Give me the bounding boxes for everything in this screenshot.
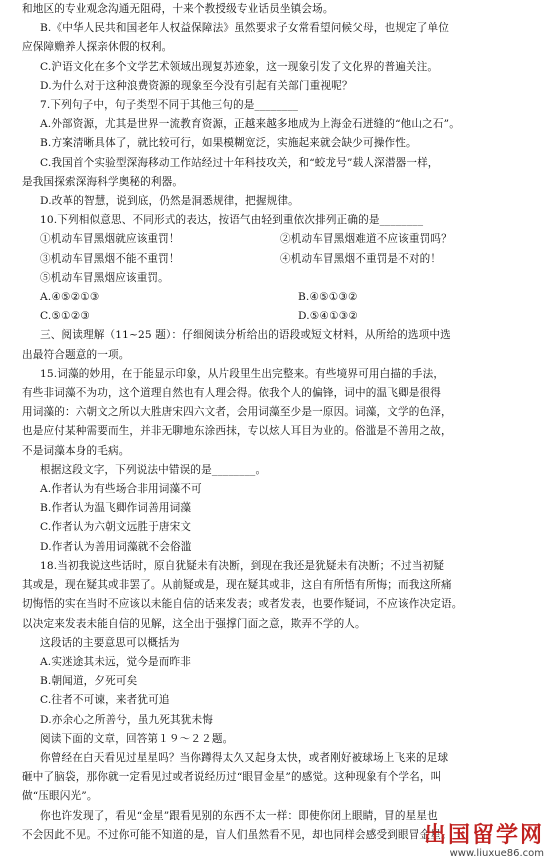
- text-line: 砸中了脑袋，那你就一定看见过或者说经历过“眼冒金星”的感觉。这种现象有个学名，叫: [22, 771, 442, 784]
- option-a: A.作者认为有些场合非用词藻不可: [40, 483, 202, 496]
- option-b: B.④⑤①③②: [298, 291, 358, 304]
- option-row: [22, 307, 532, 326]
- statement-1: ①机动车冒黑烟就应该重罚！: [40, 233, 180, 246]
- statement-3: ③机动车冒黑烟不能不重罚！: [40, 252, 180, 265]
- article-paragraph: 你曾经在白天看见过星星吗？当你蹲得太久又起身太快，或者刚好被球场上飞来的足球: [40, 751, 449, 764]
- choice-pair: [22, 230, 532, 249]
- statement-4: ④机动车冒黑烟不重罚是不对的！: [280, 252, 442, 265]
- text-line: 不是词藻本身的毛病。: [22, 444, 130, 457]
- option-c: C.往者不可谏，来者犹可追: [40, 694, 170, 707]
- text-line: 也是应付某种需要而生，并非无聊地东涂西抹，专以炫人耳目为业的。俗滥是不善用之故，: [22, 425, 452, 438]
- option-c: C.⑤①②③: [40, 310, 90, 323]
- watermark-title: 出国留学网: [423, 823, 544, 848]
- text-line: 做“压眼闪光”。: [22, 790, 98, 803]
- question-18-stem: 这段话的主要意思可以概括为: [40, 636, 180, 649]
- question-18-passage: 18.当初我说这些话时，原自犹疑未有决断，到现在我还是犹疑未有决断；不过当初疑: [40, 559, 445, 572]
- text-line: B.《中华人民共和国老年人权益保障法》虽然要求子女常看望问候父母，也规定了单位: [40, 22, 449, 35]
- section-heading: 三、阅读理解（11~25 题）：仔细阅读分析给出的语段或短文材料，从所给的选项中选: [40, 329, 451, 342]
- text-line: 和地区的专业观念沟通无阻碍，十来个教授级专业话员坐镇会场。: [22, 3, 334, 15]
- text-line: 出最符合题意的一项。: [22, 348, 130, 361]
- option-d: D.⑤④①③②: [298, 310, 359, 323]
- text-line: C.沪语文化在多个文学艺术领域出现复苏迹象，这一现象引发了文化界的普遍关注。: [40, 60, 439, 73]
- text-line: 其或是，现在疑其或非罢了。从前疑或是，现在疑其或非，这自有所悟有所悔；而我这所痛: [22, 579, 452, 592]
- reading-instruction: 阅读下面的文章，回答第１９～２２题。: [40, 732, 234, 745]
- article-paragraph: 你也许发现了，看见“金星”跟看见别的东西不太一样：即使你闭上眼睛，冒的星星也: [40, 809, 438, 822]
- text-line: 不会因此不见。不过你可能不知道的是，盲人们虽然看不见，却也同样会感受到眼冒金星。: [22, 828, 452, 841]
- option-b: B.作者认为温飞卿作词善用词藻: [40, 502, 192, 515]
- option-d: D.亦余心之所善兮，虽九死其犹未悔: [40, 713, 213, 726]
- text-line: D.为什么对于这种浪费资源的现象至今没有引起有关部门重视呢？: [40, 79, 353, 92]
- watermark-url: www.liuxue86.com: [449, 848, 544, 859]
- text-line: 用词藻的：六朝文之所以大胜唐宋四六文者，会用词藻至少是一原因。词藻，文学的色泽，: [22, 406, 452, 419]
- question-15-passage: 15.词藻的妙用，在于能显示印象，从片段里生出完整来。有些境界可用白描的手法，: [40, 367, 445, 380]
- statement-2: ②机动车冒黑烟难道不应该重罚吗？: [280, 233, 452, 246]
- option-row: [22, 288, 532, 307]
- text-line: 有些非词藻不为功，这个道理自然也有人理会得。依我个人的偏锋，词中的温飞卿是很得: [22, 387, 442, 400]
- option-b: B.朝闻道，夕死可矣: [40, 675, 138, 688]
- question-10-stem: 10.下列相似意思、不同形式的表达，按语气由轻到重依次排列正确的是________: [40, 214, 424, 227]
- choice-pair: [22, 250, 532, 269]
- text-line: 以决定来发表未能自信的见解，这全出于强撑门面之意，欺弄不学的人。: [22, 617, 366, 630]
- text-line: A.外部资源，尤其是世界一流教育资源，正越来越多地成为上海金石迸缝的“他山之石”。: [40, 118, 460, 131]
- option-c: C.作者认为六朝文远胜于唐宋文: [40, 521, 192, 534]
- text-line: B.方案清晰具体了，就比较可行，如果模糊宽泛，实施起来就会缺少可操作性。: [40, 137, 417, 150]
- option-a: A.④⑤②①③: [40, 291, 100, 304]
- text-line: C.我国首个实验型深海移动工作站经过十年科技攻关，和“蛟龙号”载人深潜器一样，: [40, 156, 439, 169]
- text-line: 切悔悟的实在当时不应该以未能自信的话来发表；或者发表，也要作疑词，不应该作决定语。: [22, 598, 463, 611]
- exam-page: [22, 0, 532, 845]
- text-line: D.改革的智慧，说到底，仍然是洞悉规律，把握规律。: [40, 195, 299, 208]
- statement-5: ⑤机动车冒黑烟应该重罚。: [40, 271, 169, 284]
- site-watermark-logo: [424, 824, 544, 860]
- text-line: 应保障赡养人探亲休假的权利。: [22, 41, 173, 54]
- option-d: D.作者认为善用词藻就不会俗滥: [40, 540, 192, 553]
- option-a: A.实迷途其未远，觉今是而昨非: [40, 655, 191, 668]
- question-7-stem: 7.下列句子中，句子类型不同于其他三句的是________: [40, 99, 299, 112]
- question-15-stem: 根据这段文字，下列说法中错误的是________。: [40, 463, 267, 476]
- text-line: 是我国探索深海科学奥秘的利器。: [22, 175, 184, 188]
